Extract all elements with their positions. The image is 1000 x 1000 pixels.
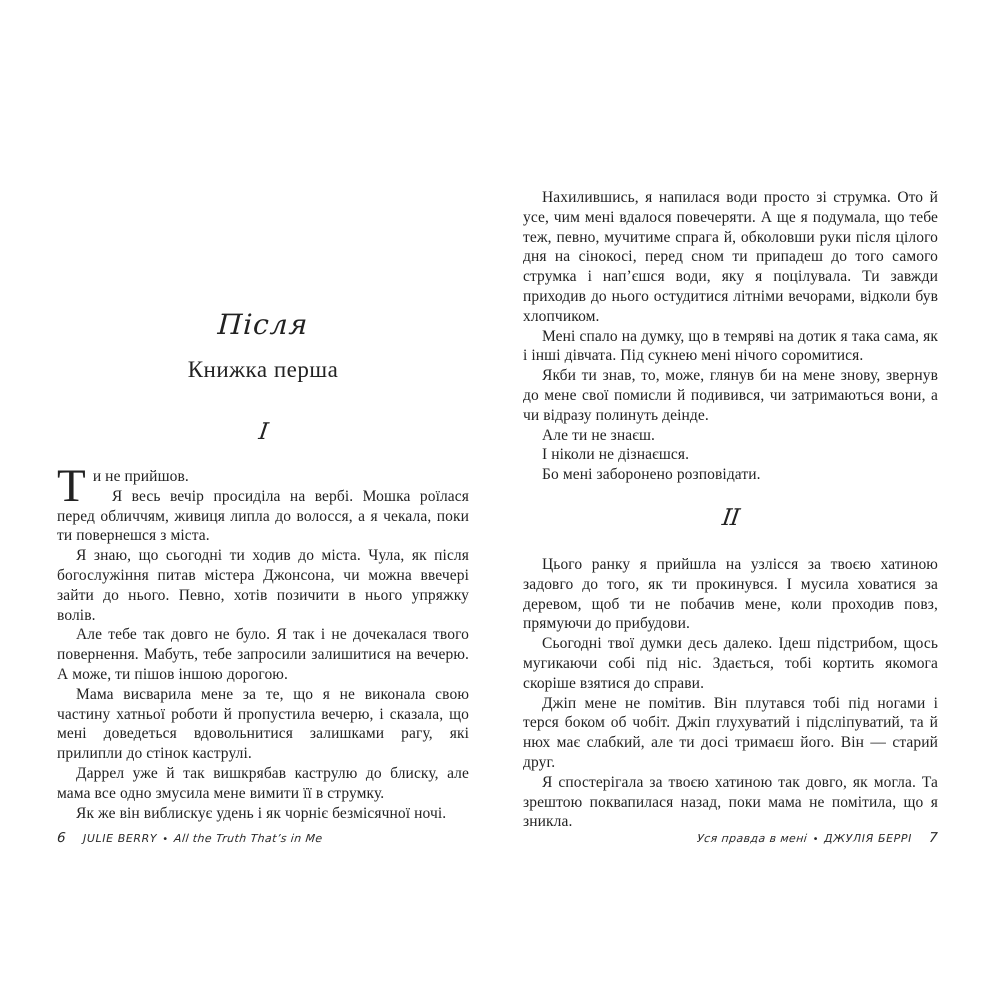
page-footer-right [523, 831, 938, 847]
paragraph: Але ти не знаєш. [542, 426, 656, 444]
page-number: 7 [928, 830, 939, 846]
paragraph: Даррел уже й так вишкрябав каструлю до блиску, але мама все одно змусила мене вимити її в струмку. [57, 764, 469, 802]
paragraph [57, 460, 469, 512]
footer-author: ДЖУЛІЯ БЕРРІ [823, 832, 912, 845]
paragraph: Я знаю, що сьогодні ти ходив до міста. Чула, як після богослужіння питав містера Джонсона, чи можна ввечері зайти до нього. Певно, хотів позичити в нього упряжку волів. [57, 547, 469, 624]
paragraph: Нахилившись, я напилася води просто зі струмка. Ото й усе, чим мені вдалося повечеряти. А ще я подумала, що тебе теж, певно, мучитиме спрага й, обколовши руки після цілого дня на сінокосі, перед сном ти припадеш до того самого струмка і нап’єшся води, яку я поцілувала. Ти завжди приходив до нього остудитися літніми вечорами, відколи був хлопчиком. [523, 189, 938, 325]
footer-book-title: Уся правда в мені [696, 832, 809, 845]
running-title [697, 832, 912, 847]
separator-dot: • [162, 834, 169, 845]
paragraph: Бо мені заборонено розповідати. [542, 466, 761, 484]
running-title [83, 832, 322, 847]
drop-cap: Т [57, 460, 86, 512]
paragraph: Мама висварила мене за те, що я не виконала свою частину хатньої роботи й пропустила вечерю, і сказала, що мені доведеться вдовольнитися залишками рагу, які прилипли до стінок каструлі. [57, 685, 469, 763]
paragraph: Я спостерігала за твоєю хатиною так довго, як могла. Та зрештою поквапилася назад, поки мама не помітила, що я зникла. [523, 773, 938, 831]
paragraph: Якби ти знав, то, може, глянув би на мене знову, звернув до мене свої помисли й подивився, чи затримаються вони, а чи відразу полинуть деінде. [523, 367, 938, 424]
section-title: Книжка перша [187, 357, 339, 382]
page-footer-left [57, 831, 469, 847]
body-text-right-top [523, 0, 938, 485]
page-number: 6 [56, 830, 67, 846]
paragraph: Але тебе так довго не було. Я так і не дочекалася твого повернення. Мабуть, тебе запросили залишитися на вечерю. А може, ти пішов іншою дорогою. [57, 626, 469, 683]
paragraph: Цього ранку я прийшла на узлісся за твоєю хатиною задовго до того, як ти прокинувся. І мусила ховатися за деревом, щоб ти не побачив мене, коли проходив повз, прямуючи до прибудови. [523, 555, 938, 633]
chapter-number-2: II [720, 504, 741, 531]
paragraph: Як же він виблискує удень і як чорніє безмісячної ночі. [76, 804, 447, 822]
paragraph: Я весь вечір просиділа на вербі. Мошка роїлася перед обличчям, живиця липла до волосся, а я чекала, поки ти повернешся з міста. [57, 487, 469, 545]
part-title: Після [216, 308, 310, 341]
body-text-left [57, 460, 469, 823]
body-text-right-bottom [523, 555, 938, 832]
separator-dot: • [812, 834, 819, 845]
paragraph: І ніколи не дізнаєшся. [542, 446, 690, 464]
page-right [523, 0, 938, 1000]
paragraph: Джіп мене не помітив. Він плутався тобі під ногами і терся боком об чобіт. Джіп глухуватий і підсліпуватий, та й нюх має слабкий, але ти досі тримаєш його. Він — старий друг. [523, 694, 938, 771]
page-left [57, 0, 469, 1000]
footer-author: JULIE BERRY [83, 832, 158, 845]
paragraph: Мені спало на думку, що в темряві на дотик я така сама, як і інші дівчата. Під сукнею мені нічого соромитися. [523, 327, 938, 365]
opening-line: и не прийшов. [92, 468, 189, 485]
footer-book-title: All the Truth That’s in Me [172, 832, 323, 845]
chapter-number-1: I [257, 419, 269, 445]
paragraph: Сьогодні твої думки десь далеко. Ідеш підстрибом, щось мугикаючи собі під ніс. Здається, тобі кортить якомога скоріше взятися до справи. [523, 635, 938, 692]
